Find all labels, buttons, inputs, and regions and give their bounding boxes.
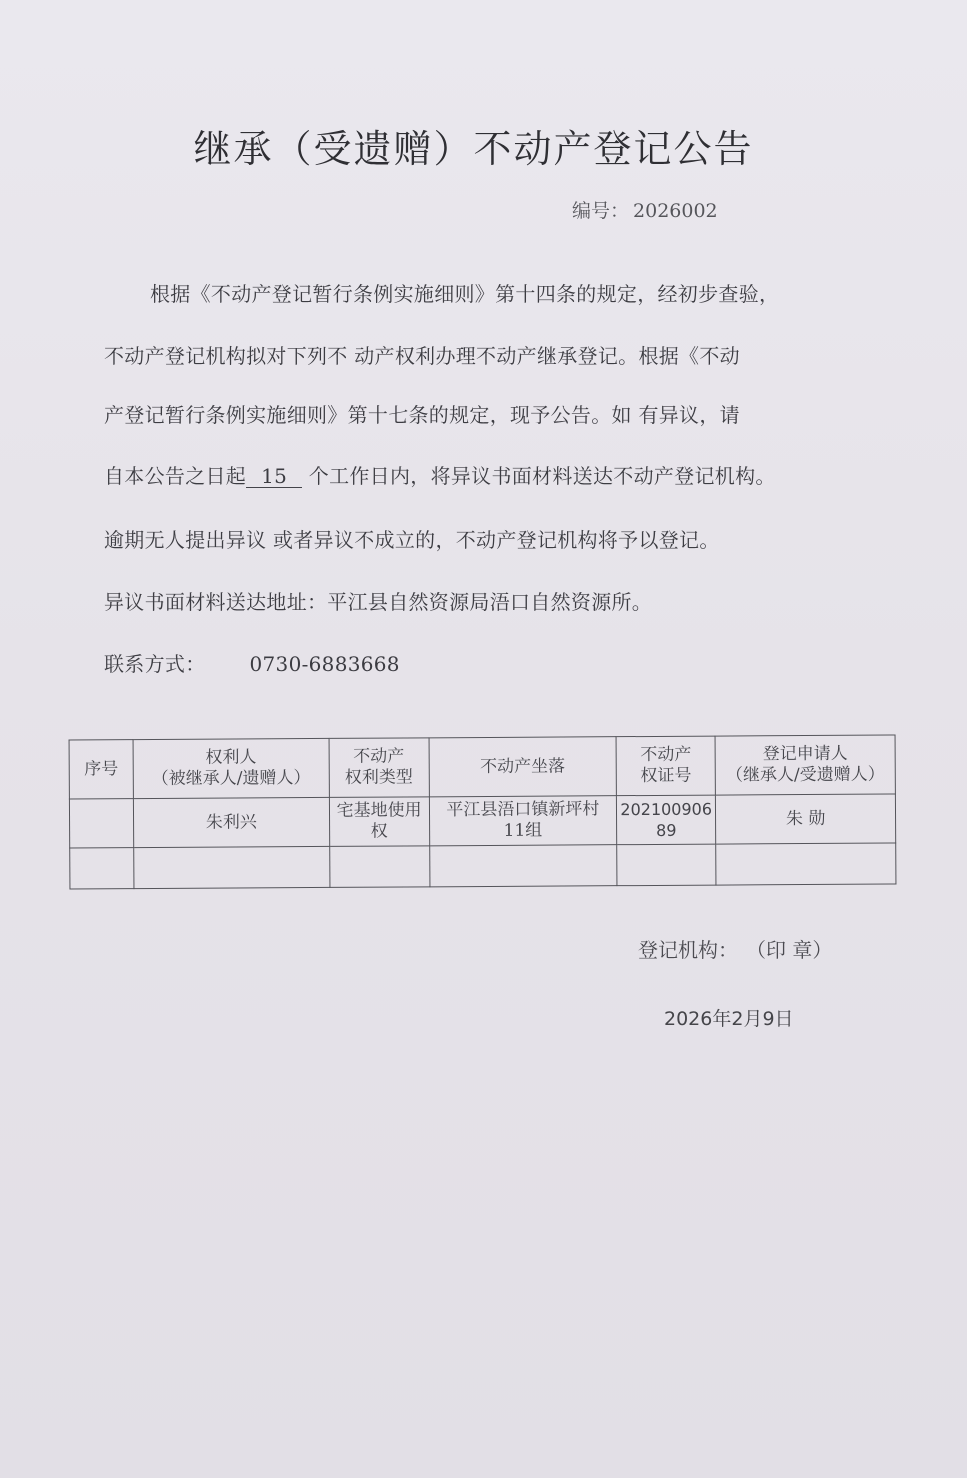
paragraph-line: 产登记暂行条例实施细则》第十七条的规定，现予公告。如 有异议，请 — [104, 403, 740, 427]
paragraph-line: 根据《不动产登记暂行条例实施细则》第十四条的规定，经初步查验， — [150, 282, 780, 306]
cell-cert-line1: 202100906 — [620, 799, 713, 820]
header-applicant — [715, 735, 895, 795]
registration-agency — [638, 934, 832, 963]
cell-cert-line2: 89 — [656, 820, 677, 840]
deadline-prefix: 自本公告之日起 — [104, 464, 247, 488]
paragraph-line-deadline — [104, 460, 844, 489]
contact-phone: 0730-6883668 — [249, 652, 400, 676]
header-seq: 序号 — [69, 740, 133, 799]
header-right-type — [329, 738, 429, 798]
seal-placeholder: （印 章） — [756, 938, 833, 962]
header-applicant-line1: 登记申请人 — [762, 743, 848, 765]
cell-type-line2: 权 — [370, 821, 388, 842]
paragraph-line: 不动产登记机构拟对下列不 动产权利办理不动产继承登记。根据《不动 — [104, 344, 740, 368]
header-cert — [616, 736, 715, 796]
empty-cell — [70, 848, 134, 889]
header-cert-line2: 权证号 — [640, 765, 692, 787]
cell-location — [429, 796, 617, 846]
cell-seq — [69, 799, 133, 848]
contact-info — [104, 648, 844, 677]
header-cert-line1: 不动产 — [640, 744, 692, 766]
header-location: 不动产坐落 — [429, 737, 617, 797]
cell-applicant: 朱 勋 — [716, 794, 896, 844]
document-number-label: 编号： — [572, 200, 630, 222]
cell-location-line1: 平江县浯口镇新坪村 — [446, 799, 600, 821]
cell-type-line1: 宅基地使用 — [336, 800, 422, 821]
table-header-row — [69, 735, 895, 799]
contact-label: 联系方式： — [104, 652, 206, 676]
empty-cell — [329, 846, 429, 888]
header-applicant-line2: （继承人/受遗赠人） — [725, 764, 885, 786]
registration-table — [69, 734, 897, 889]
empty-cell — [429, 845, 617, 887]
working-days-value: 15 — [246, 465, 302, 488]
table-row — [69, 794, 895, 848]
empty-cell — [716, 843, 896, 885]
notice-date: 2026年2月9日 — [664, 1008, 794, 1030]
header-holder-line1: 权利人 — [205, 747, 257, 768]
cell-holder: 朱利兴 — [133, 797, 329, 847]
cell-right-type — [329, 797, 429, 847]
cell-cert-number — [617, 795, 716, 845]
document-number — [572, 196, 722, 223]
agency-label: 登记机构： — [638, 938, 738, 962]
header-type-line2: 权利类型 — [344, 767, 413, 788]
deadline-suffix: 个工作日内，将异议书面材料送达不动产登记机构。 — [308, 464, 776, 488]
empty-cell — [617, 844, 716, 886]
cell-location-line2: 11组 — [503, 820, 543, 841]
header-type-line1: 不动产 — [353, 746, 405, 767]
objection-address: 异议书面材料送达地址：平江县自然资源局浯口自然资源所。 — [104, 590, 653, 614]
header-holder-line2: （被继承人/遗赠人） — [151, 768, 311, 790]
page-title: 继承（受遗赠）不动产登记公告 — [193, 127, 754, 171]
header-holder — [133, 738, 329, 798]
table-row-empty — [70, 843, 896, 889]
empty-cell — [134, 846, 330, 888]
paragraph-line: 逾期无人提出异议 或者异议不成立的，不动产登记机构将予以登记。 — [104, 528, 720, 552]
document-number-value: 2026002 — [633, 200, 718, 222]
